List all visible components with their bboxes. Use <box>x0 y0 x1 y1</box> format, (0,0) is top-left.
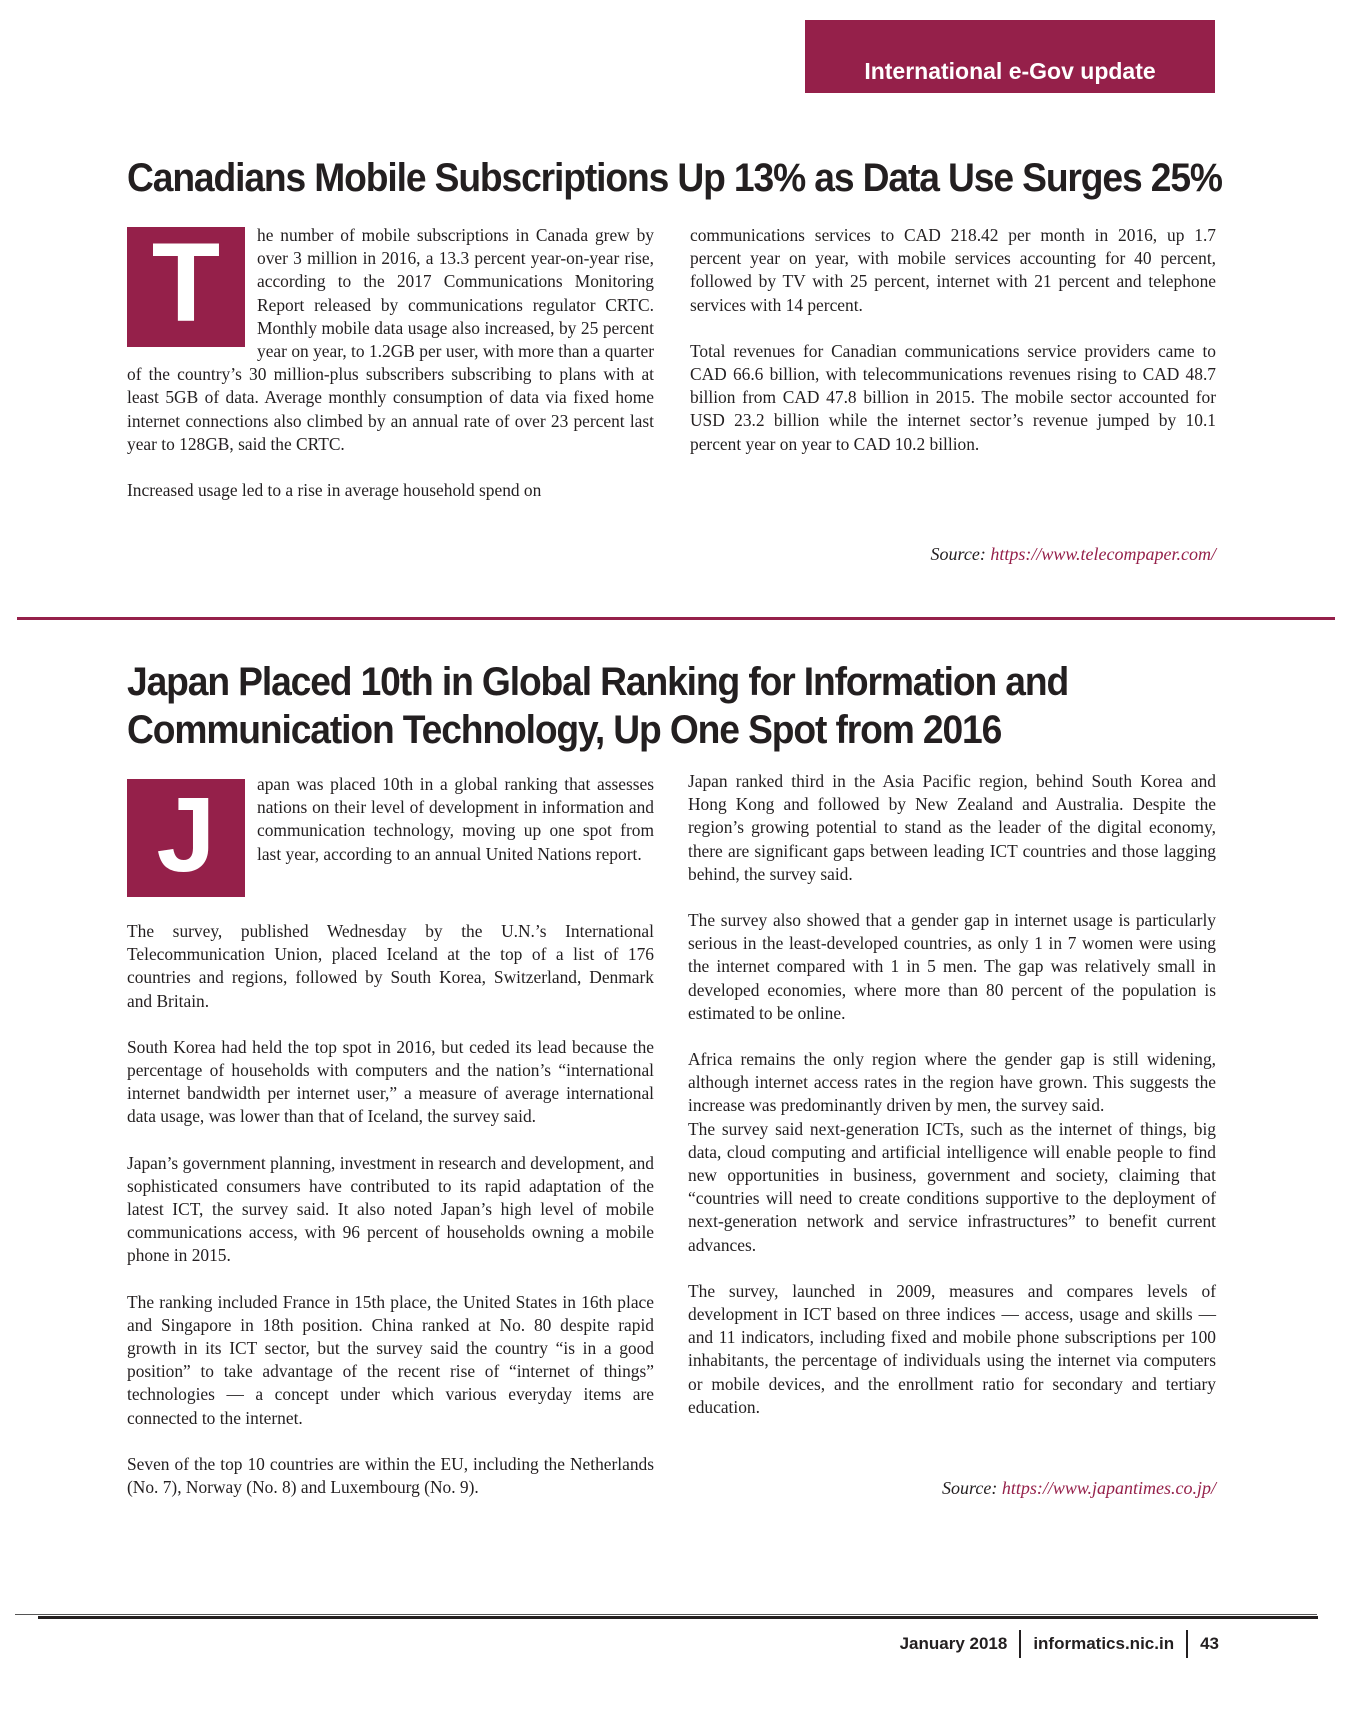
article2-paragraph: The survey, published Wednesday by the U.N.’s International Telecommunication Union, placed Iceland at the top of a list of 176 countries and regions, followed by South Korea, Switzerland, Denmark and Britain. <box>127 921 654 1011</box>
page-footer <box>900 1630 1219 1658</box>
article2-title-line1: Japan Placed 10th in Global Ranking for Information and <box>127 660 1069 704</box>
article2-paragraph: apan was placed 10th in a global ranking that assesses nations on their level of development in information and communication technology, moving up one spot from last year, according to an annual United Nations report. <box>257 774 654 864</box>
article-divider <box>17 617 1335 620</box>
article1-paragraph: he number of mobile subscriptions in Canada grew by over 3 million in 2016, a 13.3 percent year-on-year rise, according to the 2017 Communications Monitoring Report released by communications regulator CRTC. Monthly mobile data usage also increased, by 25 percent year on year, to 1.2GB per user, with more than a quarter of the country’s 30 million-plus subscribers subscribing to plans with at least 5GB of data. Average monthly consumption of data via fixed home internet connections also climbed by an annual rate of over 23 percent last year to 128GB, said the CRTC. <box>127 225 654 454</box>
article2-paragraph: The survey said next-generation ICTs, such as the internet of things, big data, cloud computing and artificial intelligence will enable people to find new opportunities in business, government and society, claiming that “countries will need to create conditions supportive to the deployment of next-generation network and service infrastructures” to benefit current advances. <box>688 1118 1216 1255</box>
article2-paragraph: Japan ranked third in the Asia Pacific region, behind South Korea and Hong Kong and followed by New Zealand and Australia. Despite the region’s growing potential to stand as the leader of the digital economy, there are significant gaps between leading ICT countries and those lagging behind, the survey said. <box>688 771 1216 884</box>
article1-column-right <box>690 224 1216 456</box>
footer-separator <box>1186 1630 1188 1658</box>
section-header-label: International e-Gov update <box>864 58 1156 84</box>
article1-dropcap: T <box>127 227 245 347</box>
article2-paragraph: The ranking included France in 15th place, the United States in 16th place and Singapore in 18th position. China ranked at No. 80 despite rapid growth in its ICT sector, but the survey said the country “is in a good position” to take advantage of the recent rise of “internet of things” technologies — a concept under which various everyday items are connected to the internet. <box>127 1291 654 1428</box>
article2-source <box>688 1478 1216 1499</box>
article2-paragraph: South Korea had held the top spot in 2016, but ceded its lead because the percentage of households with computers and the nation’s “international internet bandwidth per internet user,” a measure of average international data usage, was lower than that of Iceland, the survey said. <box>127 1036 654 1127</box>
article2-paragraph: Seven of the top 10 countries are within the EU, including the Netherlands (No. 7), Norway (No. 8) and Luxembourg (No. 9). <box>127 1453 654 1498</box>
footer-rule-thin <box>15 1614 1317 1615</box>
article2-paragraph: Africa remains the only region where the gender gap is still widening, although internet access rates in the region have grown. This suggests the increase was predominantly driven by men, the survey said. <box>688 1049 1216 1116</box>
article1-paragraph: Total revenues for Canadian communications service providers came to CAD 66.6 billion, with telecommunications revenues rising to CAD 48.7 billion from CAD 47.8 billion in 2015. The mobile sector accounted for USD 23.2 billion while the internet sector’s revenue jumped by 10.1 percent year on year to CAD 10.2 billion. <box>690 340 1216 454</box>
article2-dropcap: J <box>127 779 245 897</box>
footer-date: January 2018 <box>899 1634 1008 1653</box>
article2-column-right <box>688 770 1216 1419</box>
article1-source-label: Source: <box>930 544 986 564</box>
footer-separator <box>1019 1630 1021 1658</box>
section-header <box>805 20 1215 93</box>
article1-paragraph: communications services to CAD 218.42 per month in 2016, up 1.7 percent year on year, with mobile services accounting for 40 percent, followed by TV with 25 percent, internet with 21 percent and telephone services with 14 percent. <box>690 225 1216 315</box>
article1-source-link[interactable]: https://www.telecompaper.com/ <box>990 544 1216 564</box>
footer-rule-thick <box>38 1616 1318 1619</box>
article2-source-link[interactable]: https://www.japantimes.co.jp/ <box>1001 1478 1216 1498</box>
article1-column-left <box>127 220 654 502</box>
article2-source-label: Source: <box>942 1478 998 1498</box>
footer-site: informatics.nic.in <box>1033 1634 1175 1653</box>
article2-column-left <box>127 773 654 1499</box>
article2-title <box>127 658 1068 754</box>
footer-page-number: 43 <box>1200 1634 1219 1653</box>
article1-title: Canadians Mobile Subscriptions Up 13% as Data Use Surges 25% <box>127 156 1222 200</box>
article2-paragraph: The survey, launched in 2009, measures and compares levels of development in ICT based on three indices — access, usage and skills — and 11 indicators, including fixed and mobile phone subscriptions per 100 inhabitants, the percentage of individuals using the internet via computers or mobile devices, and the enrollment ratio for secondary and tertiary education. <box>688 1280 1216 1417</box>
article1-paragraph: Increased usage led to a rise in average household spend on <box>127 480 542 501</box>
article2-paragraph: The survey also showed that a gender gap in internet usage is particularly serious in the least-developed countries, as only 1 in 7 women were using the internet compared with 1 in 5 men. The gap was relatively small in developed economies, where more than 80 percent of the population is estimated to be online. <box>688 910 1216 1023</box>
article1-source <box>690 544 1216 565</box>
article2-paragraph: Japan’s government planning, investment in research and development, and sophisticated consumers have contributed to its rapid adaptation of the latest ICT, the survey said. It also noted Japan’s high level of mobile communications access, with 96 percent of households owning a mobile phone in 2015. <box>127 1152 654 1266</box>
article2-title-line2: Communication Technology, Up One Spot from 2016 <box>127 708 1002 752</box>
